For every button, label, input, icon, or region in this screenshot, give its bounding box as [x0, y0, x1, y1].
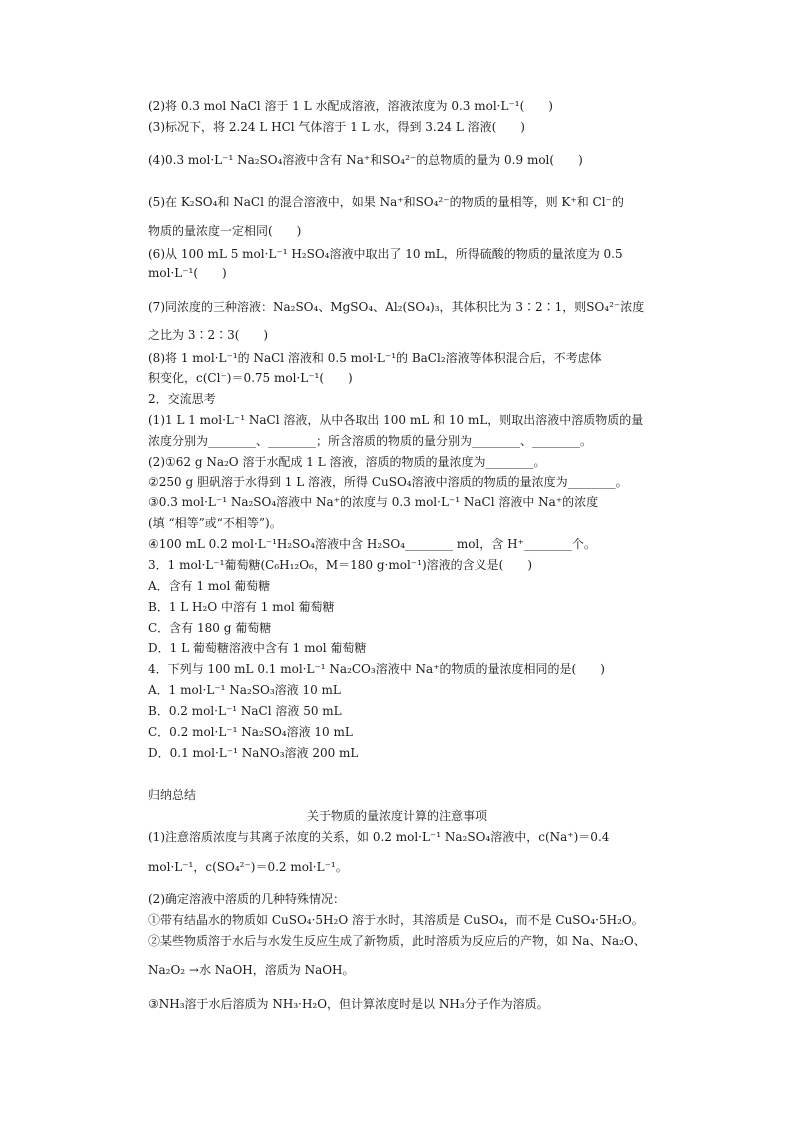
text-line: Na₂O₂ →水 NaOH，溶质为 NaOH。: [148, 963, 355, 977]
text-line: (3)标况下，将 2.24 L HCl 气体溶于 1 L 水，得到 3.24 L 溶液( ): [148, 120, 525, 134]
text-line: 之比为 3∶2∶3( ): [148, 328, 269, 342]
text-line: ②某些物质溶于水后与水发生反应生成了新物质，此时溶质为反应后的产物，如 Na、Na₂O、: [148, 934, 646, 948]
summary-heading: 归纳总结: [148, 788, 197, 802]
option-c: C．含有 180 g 葡萄糖: [148, 621, 272, 635]
text-line: (8)将 1 mol·L⁻¹的 NaCl 溶液和 0.5 mol·L⁻¹的 BaCl₂溶液等体积混合后，不考虑体: [148, 351, 602, 365]
text-line: (4)0.3 mol·L⁻¹ Na₂SO₄溶液中含有 Na⁺和SO₄²⁻的总物质的量为 0.9 mol( ): [148, 153, 583, 167]
section-heading: 2．交流思考: [148, 392, 216, 406]
text-line: 积变化，c(Cl⁻)＝0.75 mol·L⁻¹( ): [148, 371, 353, 385]
option-a: A．含有 1 mol 葡萄糖: [148, 579, 271, 593]
question-stem: 3．1 mol·L⁻¹葡萄糖(C₆H₁₂O₆，M＝180 g·mol⁻¹)溶液的含义是( ): [148, 558, 532, 572]
text-line: (1)注意溶质浓度与其离子浓度的关系，如 0.2 mol·L⁻¹ Na₂SO₄溶液中，c(Na⁺)＝0.4: [148, 830, 610, 844]
text-line: (2)将 0.3 mol NaCl 溶于 1 L 水配成溶液，溶液浓度为 0.3 mol·L⁻¹( ): [148, 99, 553, 113]
text-line: ③NH₃溶于水后溶质为 NH₃·H₂O，但计算浓度时是以 NH₃分子作为溶质。: [148, 997, 549, 1011]
option-b: B．1 L H₂O 中溶有 1 mol 葡萄糖: [148, 600, 335, 614]
option-d: D．1 L 葡萄糖溶液中含有 1 mol 葡萄糖: [148, 641, 367, 655]
text-line: (6)从 100 mL 5 mol·L⁻¹ H₂SO₄溶液中取出了 10 mL，所得硫酸的物质的量浓度为 0.5: [148, 247, 623, 261]
option-a: A．1 mol·L⁻¹ Na₂SO₃溶液 10 mL: [148, 683, 341, 697]
text-line: mol·L⁻¹( ): [148, 266, 227, 280]
text-line: (5)在 K₂SO₄和 NaCl 的混合溶液中，如果 Na⁺和SO₄²⁻的物质的量相等，则 K⁺和 Cl⁻的: [148, 195, 624, 209]
text-line: ①带有结晶水的物质如 CuSO₄·5H₂O 溶于水时，其溶质是 CuSO₄，而不是 CuSO₄·5H₂O。: [148, 913, 644, 927]
summary-title: 关于物质的量浓度计算的注意事项: [306, 809, 487, 823]
option-c: C．0.2 mol·L⁻¹ Na₂SO₄溶液 10 mL: [148, 725, 353, 739]
question-stem: 4．下列与 100 mL 0.1 mol·L⁻¹ Na₂CO₃溶液中 Na⁺的物质的量浓度相同的是( ): [148, 662, 605, 676]
text-line: 浓度分别为________、________；所含溶质的物质的量分别为________、________。: [148, 434, 593, 448]
text-line: ③0.3 mol·L⁻¹ Na₂SO₄溶液中 Na⁺的浓度与 0.3 mol·L⁻¹ NaCl 溶液中 Na⁺的浓度: [148, 495, 599, 509]
text-line: 物质的量浓度一定相同( ): [148, 224, 302, 238]
option-d: D．0.1 mol·L⁻¹ NaNO₃溶液 200 mL: [148, 746, 359, 760]
option-b: B．0.2 mol·L⁻¹ NaCl 溶液 50 mL: [148, 704, 342, 718]
text-line: (1)1 L 1 mol·L⁻¹ NaCl 溶液，从中各取出 100 mL 和 10 mL，则取出溶液中溶质物质的量: [148, 413, 644, 427]
text-line: (7)同浓度的三种溶液：Na₂SO₄、MgSO₄、Al₂(SO₄)₃，其体积比为 3∶2∶1，则SO₄²⁻浓度: [148, 300, 645, 314]
text-line: ②250 g 胆矾溶于水得到 1 L 溶液，所得 CuSO₄溶液中溶质的物质的量浓度为________。: [148, 475, 628, 489]
text-line: (2)确定溶液中溶质的几种特殊情况：: [148, 892, 345, 906]
text-line: (2)①62 g Na₂O 溶于水配成 1 L 溶液，溶质的物质的量浓度为________。: [148, 455, 546, 469]
text-line: (填 “相等”或“不相等”)。: [148, 516, 282, 530]
text-line: ④100 mL 0.2 mol·L⁻¹H₂SO₄溶液中含 H₂SO₄________ mol，含 H⁺________个。: [148, 537, 596, 551]
text-line: mol·L⁻¹，c(SO₄²⁻)＝0.2 mol·L⁻¹。: [148, 860, 348, 874]
